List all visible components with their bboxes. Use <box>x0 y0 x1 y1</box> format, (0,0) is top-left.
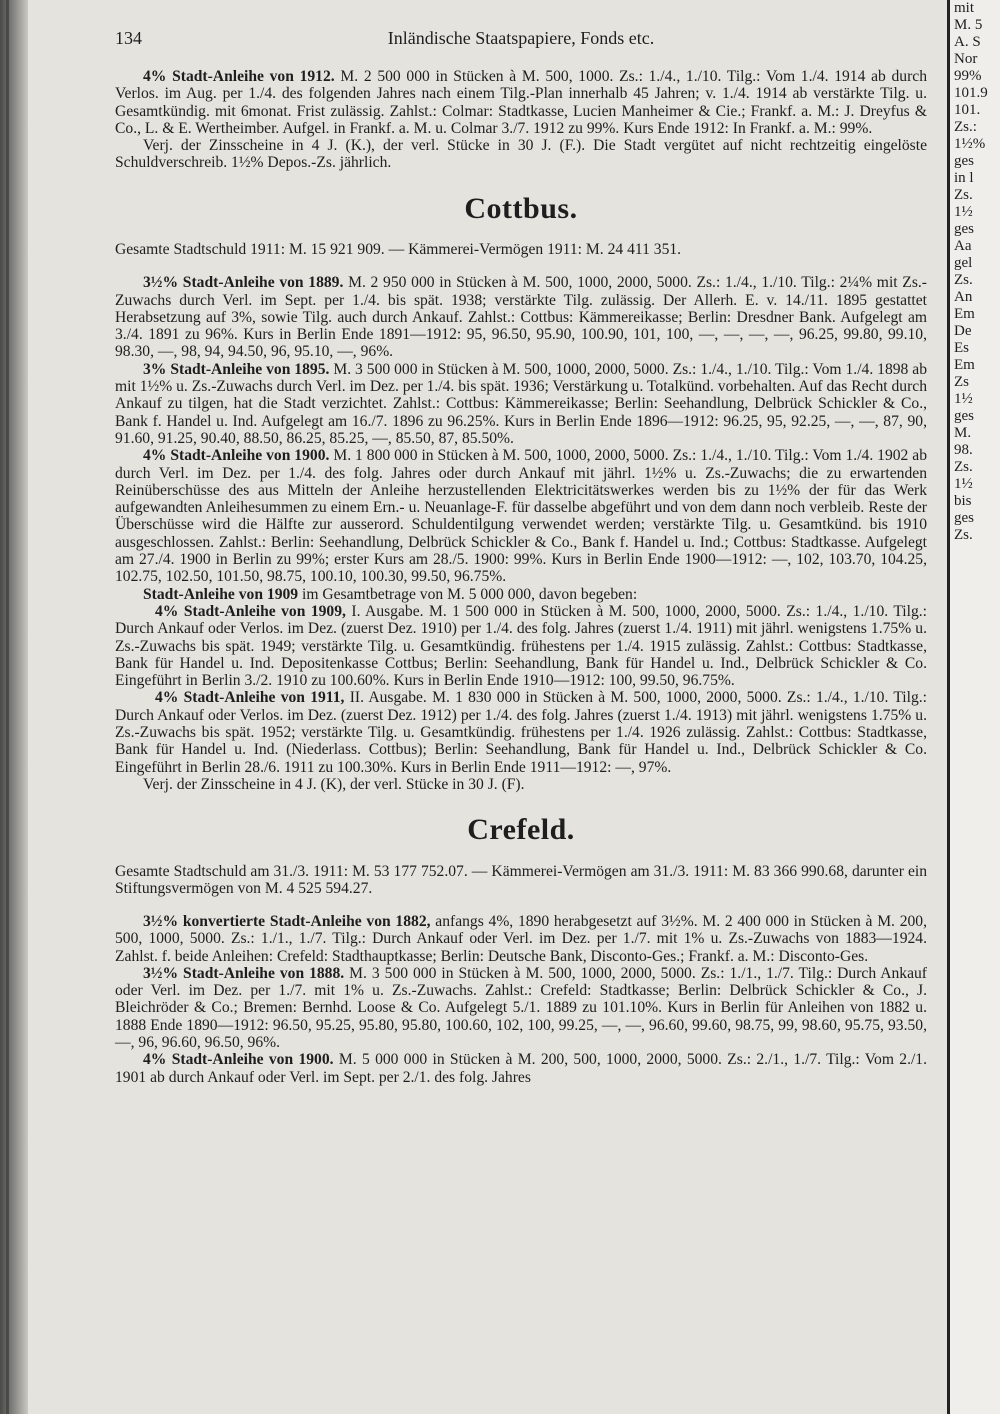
loan-entry-1909 <box>115 603 927 689</box>
loan-entry-1882 <box>115 913 927 965</box>
loan-entry-1911 <box>115 689 927 775</box>
loan-text: anfangs 4%, 1890 herabgesetzt auf 3½%. M. 2 400 000 in Stücken à M. 200, 500, 1000, 5000. Zs.: 1./1., 1./7. Tilg.: Durch Ankauf oder Verl. im Dez. per 1./7. mit 1% u. Zs.-Zuwachs von 1883—1924. Zahlst. f. beide Anleihen: Crefeld: Stadthauptkasse; Berlin: Deutsche Bank, Disconto-Ges.; Frankf. a. M.: Disconto-Ges. <box>115 912 927 965</box>
loan-heading: 4% Stadt-Anleihe von 1911, <box>155 689 345 707</box>
loan-text: M. 5 000 000 in Stücken à M. 200, 500, 1000, 2000, 5000. Zs.: 2./1., 1./7. Tilg.: Vom 2./1. 1901 ab durch Ankauf oder Verl. im Sept. per 2./1. des folg. Jahres <box>115 1051 928 1086</box>
adjacent-page-fragment: M. <box>954 425 972 441</box>
loan-text: M. 1 800 000 in Stücken à M. 500, 1000, 2000, 5000. Zs.: 1./4., 1./10. Tilg.: Vom 1./4. 1902 ab durch Verl. im Dez. per 1./4. des folg. Jahres oder durch Ankauf mit jährl. 1½% u. Zs.-Zuwachs; die zu erwartenden Reinüberschüsse des aus Mitteln der Anleihe herzustellenden Elektricitätswerkes werden bis zu 1½% der für das Werk aufgewandten Anleihesummen zu einem Ern.- u. Neuanlage-F. für dasselbe abgeführt und von dem dann noch verbleib. Reste der Überschüsse wird die Hälfte zur ausserord. Schuldentilgung verwendet werden; verstärkte Tilg. u. Gesamtkünd. bis 1910 ausgeschlossen. Zahlst.: Berlin: Seehandlung, Delbrück Schickler & Co., Bank f. Handel u. Ind.; Cottbus: Stadtkasse. Aufgelegt am 27./4. 1900 in Berlin zu 99%; erster Kurs am 28./5. 1900: 99%. Kurs in Berlin Ende 1900—1912: —, 102, 103.70, 104.25, 102.75, 102.50, 101.50, 98.75, 100.10, 100.30, 99.50, 96.75%. <box>115 447 928 586</box>
adjacent-page-fragment: gel <box>954 255 973 271</box>
adjacent-page-fragment: Em <box>954 306 975 322</box>
running-head <box>115 28 927 58</box>
adjacent-page-fragment: Zs. <box>954 527 973 543</box>
text-column <box>115 28 927 1086</box>
adjacent-page-fragment: 1½ <box>954 204 973 220</box>
loan-heading: 4% Stadt-Anleihe von 1900. <box>143 447 330 465</box>
adjacent-page-fragment: ges <box>954 510 974 526</box>
loan-heading: 3% Stadt-Anleihe von 1895. <box>143 360 330 378</box>
adjacent-page-fragment: 1½% <box>954 136 986 152</box>
loan-text: M. 3 500 000 in Stücken à M. 500, 1000, 2000, 5000. Zs.: 1./1., 1./7. Tilg.: Durch Ankauf oder Verl. im Dez. per 1./7. mit 1% u. Zs.-Zuwachs. Zahlst.: Crefeld: Stadtkasse; Berlin: Delbrück Schickler & Co., J. Bleichröder & Co.; Bremen: Bernhd. Loose & Co. Aufgelegt 5./1. 1889 zu 101.10%. Kurs in Berlin für Anleihen von 1882 u. 1888 Ende 1890—1912: 96.50, 95.25, 95.80, 95.80, 100.60, 102, 100, 99.25, —, —, 96.60, 99.60, 98.75, 99, 98.60, 95.75, 93.50, —, 96, 96.60, 96.50, 96%. <box>115 964 927 1052</box>
city-debt-crefeld <box>115 863 927 898</box>
loan-heading: Stadt-Anleihe von 1909 <box>143 585 299 603</box>
loan-entry-1889 <box>115 274 927 360</box>
adjacent-page-fragment: ges <box>954 408 974 424</box>
adjacent-page-fragment: 1½ <box>954 391 973 407</box>
adjacent-page-fragment: Em <box>954 357 975 373</box>
city-heading-cottbus: Cottbus. <box>464 191 578 225</box>
adjacent-page-fragment: in l <box>954 170 974 186</box>
loan-entry-1900-crefeld <box>115 1051 927 1086</box>
loan-heading: 3½% konvertierte Stadt-Anleihe von 1882, <box>143 912 431 930</box>
adjacent-page-fragment: Nor <box>954 51 978 67</box>
loan-text: M. 3 500 000 in Stücken à M. 500, 1000, 2000, 5000. Zs.: 1./4., 1./10. Tilg.: Vom 1./4. 1898 ab mit 1½% u. Zs.-Zuwachs durch Verl. im Dez. per 1./4. bis spät. 1936; Verstärkung u. Totalkünd. vorbehalten. Auf das Recht durch Ankauf zu tilgen, hat die Stadt verzichtet. Zahlst.: Cottbus: Kämmereikasse; Berlin: Seehandlung, Delbrück Schickler & Co., Bank f. Handel u. Ind. Aufgelegt am 16./7. 1896 zu 96.25%. Kurs in Berlin Ende 1896—1912: 96.25, 95, 92.25, —, —, 87, 90, 91.60, 91.25, 90.40, 88.50, 86.25, 85.25, —, 85.50, 87, 85.50%. <box>115 360 928 447</box>
note-text: Verj. der Zinsscheine in 4 J. (K.), der verl. Stücke in 30 J. (F.). Die Stadt vergütet auf nicht rechtzeitig eingelöste Schuldverschreib. 1½% Depos.-Zs. jährlich. <box>115 137 927 172</box>
adjacent-page-fragment: M. 5 <box>954 17 983 33</box>
adjacent-page-fragment: De <box>954 323 972 339</box>
adjacent-page-fragment: Zs.: <box>954 119 977 135</box>
adjacent-page-fragments <box>950 0 1000 544</box>
adjacent-page-fragment: Zs. <box>954 187 973 203</box>
adjacent-page-fragment: 1½ <box>954 476 973 492</box>
adjacent-page-fragment: 98. <box>954 442 973 458</box>
city-heading-crefeld: Crefeld. <box>467 813 575 847</box>
loan-heading: 4% Stadt-Anleihe von 1900. <box>143 1051 334 1069</box>
adjacent-page-fragment: Zs. <box>954 272 973 288</box>
loan-entry-1888 <box>115 965 927 1051</box>
adjacent-page-fragment: ges <box>954 153 974 169</box>
book-spine <box>0 0 28 1414</box>
loan-heading: 3½% Stadt-Anleihe von 1889. <box>143 274 344 292</box>
loan-entry-1912 <box>115 68 927 137</box>
loan-entry-1900 <box>115 447 927 585</box>
page-number: 134 <box>115 28 142 48</box>
loan-text: M. 2 950 000 in Stücken à M. 500, 1000, 2000, 5000. Zs.: 1./4., 1./10. Tilg.: 2¼% mit Zs.-Zuwachs durch Verl. im Sept. per 1./4. bis spät. 1938; verstärkte Tilg. zulässig. Der Allerh. E. v. 14./11. 1895 gestattet Herabsetzung auf 3%, sowie Tilg. auch durch Ankauf. Zahlst.: Cottbus: Kämmereikasse; Berlin: Dresdner Bank. Aufgelegt am 3./4. 1891 zu 96%. Kurs in Berlin Ende 1891—1912: 95, 96.50, 95.90, 100.90, 101, 100, —, —, —, —, 96.25, 99.80, 99.10, 98.30, —, 98, 94, 94.50, 96, 95.10, —, 96%. <box>115 274 927 361</box>
debt-text: Gesamte Stadtschuld am 31./3. 1911: M. 53 177 752.07. — Kämmerei-Vermögen am 31./3. 1911: M. 83 366 990.68, darunter ein Stiftungsvermögen von M. 4 525 594.27. <box>115 862 927 898</box>
note-text: Verj. der Zinsscheine in 4 J. (K), der verl. Stücke in 30 J. (F). <box>143 775 525 793</box>
adjacent-page-fragment: mit <box>954 0 975 16</box>
adjacent-page-fragment: A. S <box>954 34 981 50</box>
loan-heading: 3½% Stadt-Anleihe von 1888. <box>143 964 345 982</box>
verjaehrung-note <box>115 776 927 793</box>
adjacent-page-fragment: 101. <box>954 102 981 118</box>
adjacent-page-fragment: Es <box>954 340 969 356</box>
debt-text: Gesamte Stadtschuld 1911: M. 15 921 909. — Kämmerei-Vermögen 1911: M. 24 411 351. <box>115 241 682 259</box>
loan-heading: 4% Stadt-Anleihe von 1909, <box>155 602 346 620</box>
adjacent-page-fragment: bis <box>954 493 972 509</box>
loan-heading: 4% Stadt-Anleihe von 1912. <box>143 68 335 85</box>
loan-text: im Gesamtbetrage von M. 5 000 000, davon begeben: <box>302 585 638 603</box>
adjacent-page-fragment: Zs. <box>954 459 973 475</box>
adjacent-page-fragment: 101.9 <box>954 85 988 101</box>
adjacent-page-fragment: Aa <box>954 238 972 254</box>
loan-text: II. Ausgabe. M. 1 830 000 in Stücken à M. 500, 1000, 2000, 5000. Zs.: 1./4., 1./10. Tilg.: Durch Ankauf oder Verlos. im Dez. (zuerst Dez. 1912) per 1./4. des folg. Jahres (zuerst 1./4. 1913) mit jährl. wenigstens 1.75% u. Zs.-Zuwachs bis spät. 1952; verstärkte Tilg. u. Gesamtkündig. frühestens per 1./4. 1926 zulässig. Zahlst.: Cottbus: Stadtkasse, Bank für Handel u. Ind. (Niederlass. Cottbus); Berlin: Seehandlung, Bank für Handel u. Ind., Delbrück Schickler & Co. Eingeführt in Berlin 28./6. 1911 zu 100.30%. Kurs in Berlin Ende 1911—1912: —, 97%. <box>115 689 927 776</box>
adjacent-page-strip <box>947 0 1000 1414</box>
verjaehrung-note <box>115 137 927 172</box>
loan-text: I. Ausgabe. M. 1 500 000 in Stücken à M. 500, 1000, 2000, 5000. Zs.: 1./4., 1./10. Tilg.: Durch Ankauf oder Verlos. im Dez. (zuerst Dez. 1910) per 1./4. des folg. Jahres (zuerst 1./4. 1911) mit jährl. wenigstens 1.75% u. Zs.-Zuwachs bis spät. 1949; verstärkte Tilg. u. Gesamtkündig. frühestens per 1./4. 1915 zulässig. Zahlst.: Cottbus: Stadtkasse, Bank für Handel u. Ind. Depositenkasse Cottbus; Berlin: Seehandlung, Bank für Handel u. Ind., Delbrück Schickler & Co. Eingeführt in Berlin 3./2. 1910 zu 100.60%. Kurs in Berlin Ende 1910—1912: 100, 99.50, 96.75%. <box>115 602 927 690</box>
city-debt-cottbus <box>115 241 927 258</box>
loan-entry-1895 <box>115 361 927 447</box>
adjacent-page-fragment: Zs <box>954 374 969 390</box>
adjacent-page-fragment: ges <box>954 221 974 237</box>
loan-text: M. 2 500 000 in Stücken à M. 500, 1000. Zs.: 1./4., 1./10. Tilg.: Vom 1./4. 1914 ab durch Verlos. im Aug. per 1./4. des folgenden Jahres nach einem Tilg.-Plan innerhalb 45 Jahren; v. 1./4. 1914 ab verstärkte Tilg. u. Gesamtkündig. mit 6monat. Frist zulässig. Zahlst.: Colmar: Stadtkasse, Lucien Manheimer & Cie.; Frankf. a. M.: J. Dreyfus & Co., L. & E. Wertheimber. Aufgel. in Frankf. a. M. u. Colmar 3./7. 1912 zu 99%. Kurs Ende 1912: In Frankf. a. M.: 99%. <box>115 68 928 137</box>
adjacent-page-fragment: 99% <box>954 68 982 84</box>
running-title: Inländische Staatspapiere, Fonds etc. <box>387 28 655 48</box>
adjacent-page-fragment: An <box>954 289 973 305</box>
loan-entry-1909-intro <box>115 586 927 603</box>
